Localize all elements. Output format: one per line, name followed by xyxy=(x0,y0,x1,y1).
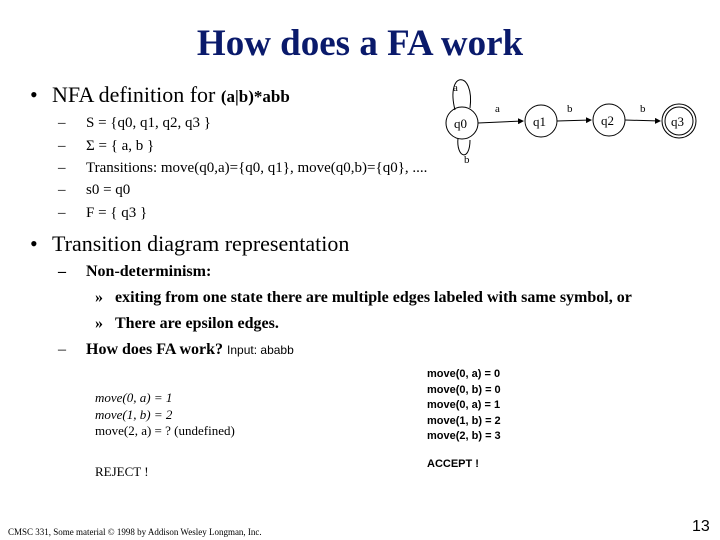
state-q0-label: q0 xyxy=(454,116,467,131)
copyright-footer: CMSC 331, Some material © 1998 by Addison Wesley Longman, Inc. xyxy=(8,527,262,537)
transition-heading xyxy=(30,231,349,257)
edge-label-q0-q1: a xyxy=(495,103,500,115)
move-step: move(0, a) = 1 xyxy=(95,390,173,405)
page-number: 13 xyxy=(692,518,710,535)
nfa-diagram xyxy=(0,0,720,260)
nfa-definition-label: NFA definition for xyxy=(52,82,216,107)
edge-label-q2-q3: b xyxy=(640,103,646,115)
nfa-definition-item: – Σ = { a, b } xyxy=(58,138,155,154)
edge-q1-q2 xyxy=(557,120,591,121)
nondeterminism-item: – Non-determinism: xyxy=(58,263,212,280)
edge-label-q1-q2: b xyxy=(567,103,573,115)
nfa-definition-item: – Transitions: move(q0,a)={q0, q1}, move(q0,b)={q0}, .... xyxy=(58,160,428,176)
loop-label-a: a xyxy=(453,82,458,94)
slide-title: How does a FA work xyxy=(196,23,524,64)
edge-q0-q1 xyxy=(478,121,523,123)
move-step: move(0, b) = 0 xyxy=(427,383,501,396)
move-step: move(1, b) = 2 xyxy=(95,406,173,422)
accept-moves xyxy=(427,367,501,445)
reject-moves xyxy=(95,390,235,440)
nfa-definition-item: – S = {q0, q1, q2, q3 } xyxy=(58,115,211,131)
move-step: move(1, b) = 2 xyxy=(427,414,501,427)
loop-label-b: b xyxy=(464,154,470,166)
move-step: move(0, a) = 1 xyxy=(427,399,501,411)
reason-item: » exiting from one state there are multiple edges labeled with same symbol, or xyxy=(95,289,632,306)
move-step: move(0, a) = 0 xyxy=(427,368,501,380)
state-q1-label: q1 xyxy=(533,114,546,129)
move-step: move(2, b) = 3 xyxy=(427,430,501,442)
q0-loop-bottom xyxy=(458,138,470,155)
nfa-regex: (a|b)*abb xyxy=(220,87,290,106)
reason-item: » There are epsilon edges. xyxy=(95,315,279,332)
transition-heading-text: Transition diagram representation xyxy=(52,231,350,256)
state-q2-label: q2 xyxy=(601,113,614,128)
input-label: Input: ababb xyxy=(227,343,294,357)
bullet-marker: • xyxy=(30,231,38,256)
nfa-definition-item: – F = { q3 } xyxy=(58,205,148,221)
reject-result: REJECT ! xyxy=(95,464,149,479)
nfa-definition-item: – s0 = q0 xyxy=(58,182,131,198)
state-q3-label: q3 xyxy=(671,114,684,129)
move-step: move(2, a) = ? (undefined) xyxy=(95,423,235,438)
edge-q2-q3 xyxy=(625,120,660,121)
accept-result: ACCEPT ! xyxy=(427,458,479,470)
bullet-marker: • xyxy=(30,82,38,107)
how-item: – How does FA work? Input: ababb xyxy=(58,341,294,358)
